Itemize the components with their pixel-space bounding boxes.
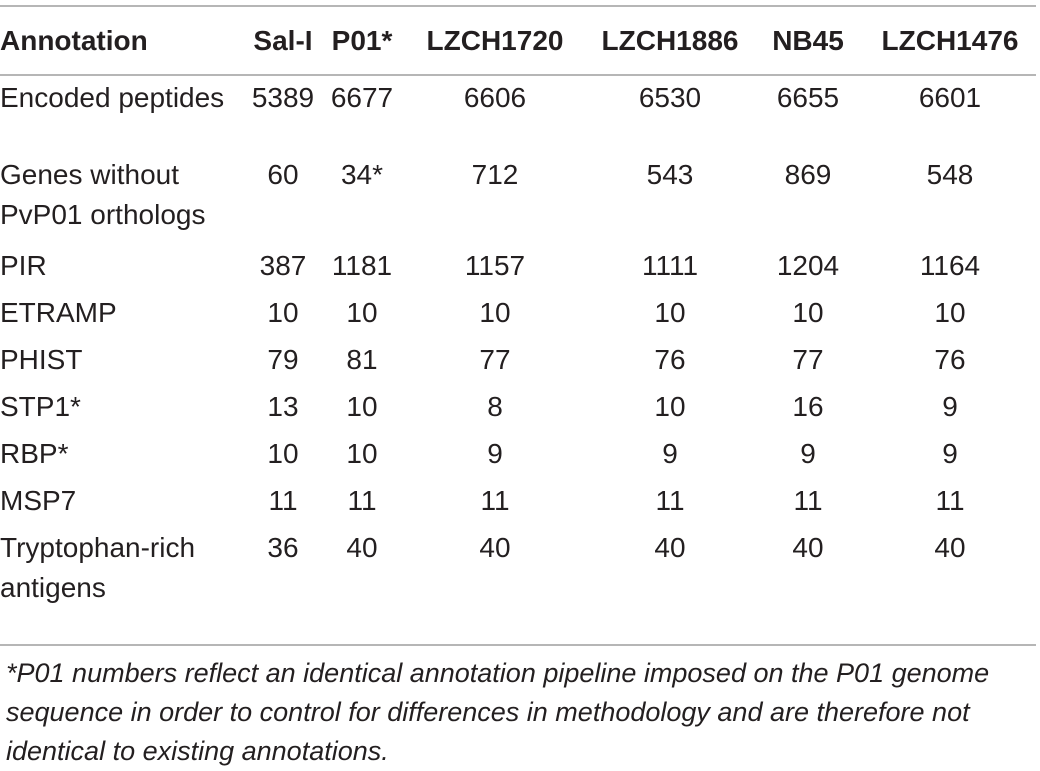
- table-row: [0, 477, 1036, 524]
- table-cell: 40: [792, 532, 824, 563]
- table-cell: 5389: [251, 82, 315, 113]
- row-label: Genes without PvP01 orthologs: [0, 159, 206, 230]
- table-row: [0, 74, 1036, 151]
- table-cell: 76: [934, 344, 966, 375]
- table-cell: 10: [792, 297, 824, 328]
- header-p01: P01*: [331, 25, 393, 56]
- table-cell: 10: [346, 297, 378, 328]
- table-row: [0, 430, 1036, 477]
- table-cell: 10: [267, 438, 299, 469]
- table-cell: 40: [479, 532, 511, 563]
- table-cell: 9: [487, 438, 503, 469]
- header-lzch1476: LZCH1476: [881, 25, 1019, 56]
- table-cell: 10: [346, 391, 378, 422]
- table-cell: 1111: [641, 250, 699, 281]
- table-row: [0, 336, 1036, 383]
- table-row: [0, 289, 1036, 336]
- table-row: [0, 242, 1036, 289]
- table-cell: 9: [800, 438, 816, 469]
- row-label: STP1*: [0, 391, 81, 422]
- table-cell: 11: [655, 485, 685, 516]
- table-cell: 40: [654, 532, 686, 563]
- table-cell: 869: [784, 159, 832, 190]
- table-cell: 6530: [638, 82, 702, 113]
- row-label: PIR: [0, 250, 47, 281]
- table-cell: 40: [934, 532, 966, 563]
- table-cell: 6606: [463, 82, 527, 113]
- table-cell: 36: [267, 532, 299, 563]
- table-row: [0, 524, 1036, 615]
- table-cell: 34*: [340, 159, 384, 190]
- table-row: [0, 383, 1036, 430]
- table-cell: 387: [259, 250, 307, 281]
- table-cell: 11: [268, 485, 298, 516]
- table-cell: 10: [267, 297, 299, 328]
- header-lzch1886: LZCH1886: [601, 25, 739, 56]
- table-row: [0, 151, 1036, 242]
- table-cell: 11: [347, 485, 377, 516]
- table-cell: 81: [346, 344, 378, 375]
- table-cell: 60: [267, 159, 299, 190]
- table-cell: 76: [654, 344, 686, 375]
- table-cell: 543: [646, 159, 694, 190]
- table-cell: 10: [934, 297, 966, 328]
- header-sal-i: Sal-I: [253, 25, 313, 56]
- table-cell: 10: [654, 297, 686, 328]
- table-cell: 1157: [464, 250, 526, 281]
- header-nb45: NB45: [772, 25, 844, 56]
- row-label: PHIST: [0, 344, 83, 375]
- table-cell: 10: [479, 297, 511, 328]
- table-cell: 548: [926, 159, 974, 190]
- row-label: Tryptophan-rich antigens: [0, 532, 196, 603]
- header-lzch1720: LZCH1720: [426, 25, 564, 56]
- header-row: [0, 8, 1036, 74]
- table-cell: 10: [654, 391, 686, 422]
- table-cell: 13: [267, 391, 299, 422]
- table-cell: 6601: [918, 82, 982, 113]
- table-cell: 9: [942, 391, 958, 422]
- row-label: ETRAMP: [0, 297, 117, 328]
- table-footnote: *P01 numbers reflect an identical annotation pipeline imposed on the P01 genome sequence in order to control for differences in methodology and are therefore not identical to existing annotations.: [6, 658, 990, 766]
- table-cell: 79: [267, 344, 299, 375]
- table-cell: 9: [662, 438, 678, 469]
- table-cell: 16: [792, 391, 824, 422]
- annotation-table: [0, 8, 1036, 615]
- table-cell: 1204: [776, 250, 840, 281]
- table-cell: 9: [942, 438, 958, 469]
- row-label: RBP*: [0, 438, 69, 469]
- table-cell: 712: [471, 159, 519, 190]
- table-cell: 11: [935, 485, 965, 516]
- table-cell: 40: [346, 532, 378, 563]
- table-cell: 77: [479, 344, 511, 375]
- row-label: Encoded peptides: [0, 82, 225, 113]
- bottom-rule: [0, 644, 1036, 646]
- table-cell: 11: [793, 485, 823, 516]
- table-cell: 11: [480, 485, 510, 516]
- row-label: MSP7: [0, 485, 77, 516]
- table-cell: 77: [792, 344, 824, 375]
- table-cell: 1164: [919, 250, 981, 281]
- header-annotation: Annotation: [0, 25, 148, 56]
- table-cell: 6677: [330, 82, 394, 113]
- table-cell: 1181: [331, 250, 393, 281]
- top-rule: [0, 5, 1036, 7]
- table-cell: 8: [487, 391, 503, 422]
- table-cell: 10: [346, 438, 378, 469]
- table-cell: 6655: [776, 82, 840, 113]
